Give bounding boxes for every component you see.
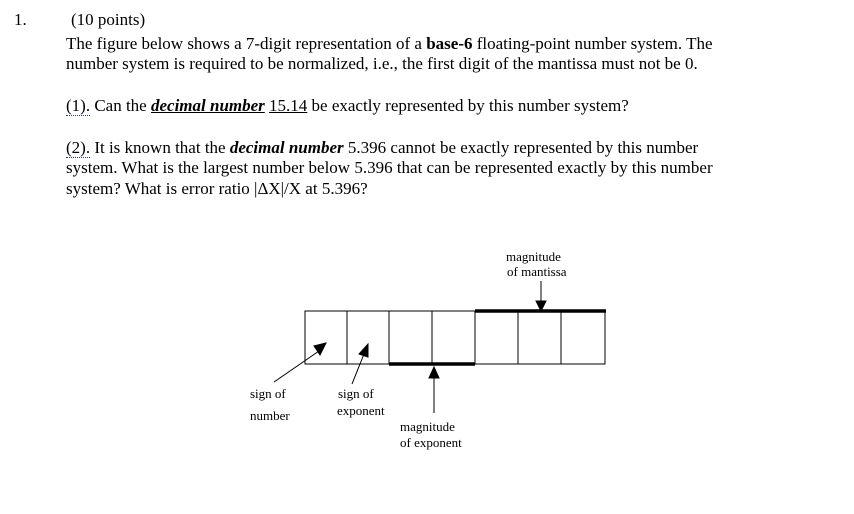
question-points: (10 points) <box>71 10 146 29</box>
label-magnitude-of-exponent-1: magnitude <box>400 419 455 434</box>
part-2-label: (2). <box>66 138 91 157</box>
part-1-value: 15.14 <box>269 96 308 115</box>
intro-text-2: floating-point number system. The <box>476 34 713 53</box>
label-sign-of-exponent-1: sign of <box>338 386 374 401</box>
digit-box-7 <box>561 311 605 364</box>
sign-exponent-arrow <box>352 354 364 384</box>
part-2-decimal-number: decimal number <box>229 138 344 157</box>
label-sign-of-number-2: number <box>250 408 290 423</box>
question-number: 1. <box>14 10 27 29</box>
part-1-decimal-number: decimal number <box>150 96 265 115</box>
digit-box-5 <box>475 311 518 364</box>
digit-box-3 <box>389 311 432 364</box>
digit-boxes <box>305 311 605 364</box>
part-2-text-1: It is known that the <box>94 138 226 157</box>
part-1-label: (1). <box>66 96 91 115</box>
exponent-magnitude-arrow-head <box>429 367 439 378</box>
part-1-text-2: be exactly represented by this number system? <box>311 96 629 115</box>
intro-text-1: The figure below shows a 7-digit representation of a <box>66 34 422 53</box>
part-2-text-2: 5.396 cannot be exactly represented by this number <box>347 138 699 157</box>
label-magnitude-of-mantissa-1: magnitude <box>506 249 561 264</box>
label-magnitude-of-mantissa-2: of mantissa <box>507 264 567 279</box>
part-1-text-1: Can the <box>94 96 147 115</box>
base-bold: base-6 <box>426 34 473 53</box>
sign-number-arrow <box>274 351 319 382</box>
digit-box-6 <box>518 311 561 364</box>
label-magnitude-of-exponent-2: of exponent <box>400 435 462 450</box>
intro-line-2: number system is required to be normalized, i.e., the first digit of the mantissa must not be 0. <box>66 54 698 73</box>
part-2-line-3: system? What is error ratio |ΔX|/X at 5.396? <box>66 179 368 198</box>
digit-box-4 <box>432 311 475 364</box>
part-2-line-2: system. What is the largest number below 5.396 that can be represented exactly by this number <box>66 158 713 177</box>
sign-exponent-arrow-head <box>359 344 368 357</box>
label-sign-of-exponent-2: exponent <box>337 403 385 418</box>
label-sign-of-number-1: sign of <box>250 386 286 401</box>
